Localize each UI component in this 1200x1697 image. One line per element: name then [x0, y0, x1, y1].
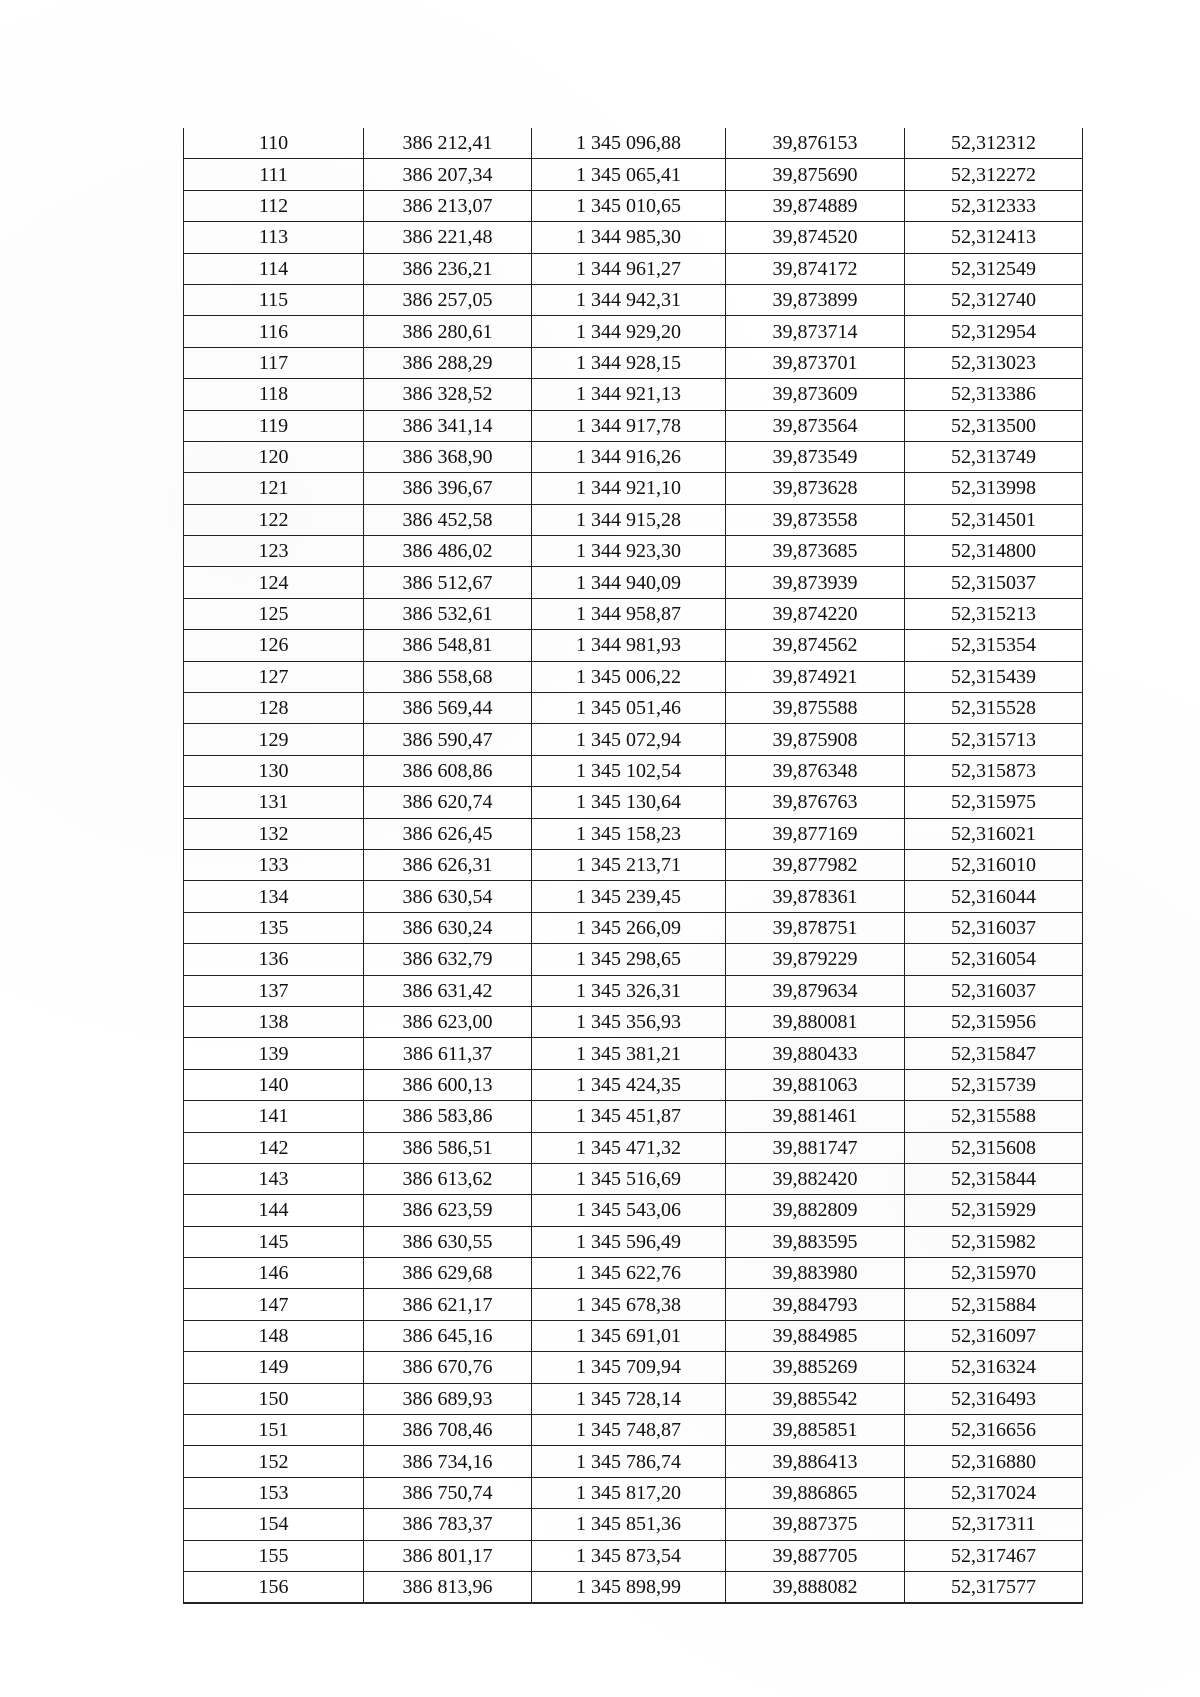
longitude-cell: 39,883980 [726, 1258, 905, 1289]
x-coordinate-cell: 386 212,41 [364, 128, 532, 159]
table-row [184, 912, 1083, 943]
x-coordinate-cell: 386 221,48 [364, 222, 532, 253]
point-number-cell: 115 [184, 284, 364, 315]
latitude-cell: 52,314800 [905, 536, 1083, 567]
y-coordinate-cell: 1 344 916,26 [532, 441, 726, 472]
point-number-cell: 125 [184, 598, 364, 629]
y-coordinate-cell: 1 345 065,41 [532, 159, 726, 190]
longitude-cell: 39,873685 [726, 536, 905, 567]
x-coordinate-cell: 386 645,16 [364, 1320, 532, 1351]
table-row [184, 128, 1083, 159]
longitude-cell: 39,875908 [726, 724, 905, 755]
longitude-cell: 39,884985 [726, 1320, 905, 1351]
point-number-cell: 124 [184, 567, 364, 598]
y-coordinate-cell: 1 345 051,46 [532, 693, 726, 724]
latitude-cell: 52,315929 [905, 1195, 1083, 1226]
x-coordinate-cell: 386 288,29 [364, 347, 532, 378]
longitude-cell: 39,883595 [726, 1226, 905, 1257]
table-row [184, 284, 1083, 315]
table-row [184, 347, 1083, 378]
point-number-cell: 142 [184, 1132, 364, 1163]
x-coordinate-cell: 386 558,68 [364, 661, 532, 692]
x-coordinate-cell: 386 630,54 [364, 881, 532, 912]
y-coordinate-cell: 1 345 873,54 [532, 1540, 726, 1571]
x-coordinate-cell: 386 626,45 [364, 818, 532, 849]
x-coordinate-cell: 386 623,59 [364, 1195, 532, 1226]
table-row [184, 1258, 1083, 1289]
x-coordinate-cell: 386 801,17 [364, 1540, 532, 1571]
y-coordinate-cell: 1 345 213,71 [532, 849, 726, 880]
x-coordinate-cell: 386 452,58 [364, 504, 532, 535]
y-coordinate-cell: 1 345 006,22 [532, 661, 726, 692]
y-coordinate-cell: 1 344 940,09 [532, 567, 726, 598]
latitude-cell: 52,315354 [905, 630, 1083, 661]
y-coordinate-cell: 1 344 915,28 [532, 504, 726, 535]
x-coordinate-cell: 386 280,61 [364, 316, 532, 347]
latitude-cell: 52,317024 [905, 1477, 1083, 1508]
table-row [184, 190, 1083, 221]
longitude-cell: 39,885542 [726, 1383, 905, 1414]
x-coordinate-cell: 386 207,34 [364, 159, 532, 190]
point-number-cell: 120 [184, 441, 364, 472]
latitude-cell: 52,313023 [905, 347, 1083, 378]
latitude-cell: 52,316097 [905, 1320, 1083, 1351]
table-row [184, 1509, 1083, 1540]
longitude-cell: 39,873564 [726, 410, 905, 441]
x-coordinate-cell: 386 670,76 [364, 1352, 532, 1383]
point-number-cell: 110 [184, 128, 364, 159]
table-row [184, 222, 1083, 253]
longitude-cell: 39,879229 [726, 944, 905, 975]
point-number-cell: 114 [184, 253, 364, 284]
y-coordinate-cell: 1 344 942,31 [532, 284, 726, 315]
point-number-cell: 118 [184, 379, 364, 410]
y-coordinate-cell: 1 345 678,38 [532, 1289, 726, 1320]
x-coordinate-cell: 386 600,13 [364, 1069, 532, 1100]
y-coordinate-cell: 1 345 298,65 [532, 944, 726, 975]
longitude-cell: 39,888082 [726, 1571, 905, 1603]
point-number-cell: 145 [184, 1226, 364, 1257]
point-number-cell: 137 [184, 975, 364, 1006]
latitude-cell: 52,316044 [905, 881, 1083, 912]
longitude-cell: 39,881747 [726, 1132, 905, 1163]
y-coordinate-cell: 1 344 929,20 [532, 316, 726, 347]
latitude-cell: 52,315884 [905, 1289, 1083, 1320]
latitude-cell: 52,317467 [905, 1540, 1083, 1571]
table-row [184, 536, 1083, 567]
point-number-cell: 153 [184, 1477, 364, 1508]
table-row [184, 1101, 1083, 1132]
longitude-cell: 39,884793 [726, 1289, 905, 1320]
x-coordinate-cell: 386 629,68 [364, 1258, 532, 1289]
point-number-cell: 146 [184, 1258, 364, 1289]
table-row [184, 1320, 1083, 1351]
latitude-cell: 52,315739 [905, 1069, 1083, 1100]
latitude-cell: 52,312413 [905, 222, 1083, 253]
latitude-cell: 52,315588 [905, 1101, 1083, 1132]
y-coordinate-cell: 1 345 516,69 [532, 1163, 726, 1194]
y-coordinate-cell: 1 344 921,10 [532, 473, 726, 504]
y-coordinate-cell: 1 345 898,99 [532, 1571, 726, 1603]
table-row [184, 253, 1083, 284]
y-coordinate-cell: 1 345 130,64 [532, 787, 726, 818]
point-number-cell: 112 [184, 190, 364, 221]
x-coordinate-cell: 386 620,74 [364, 787, 532, 818]
point-number-cell: 151 [184, 1415, 364, 1446]
y-coordinate-cell: 1 345 817,20 [532, 1477, 726, 1508]
longitude-cell: 39,878751 [726, 912, 905, 943]
table-row [184, 473, 1083, 504]
point-number-cell: 111 [184, 159, 364, 190]
point-number-cell: 140 [184, 1069, 364, 1100]
longitude-cell: 39,885851 [726, 1415, 905, 1446]
longitude-cell: 39,873549 [726, 441, 905, 472]
y-coordinate-cell: 1 345 786,74 [532, 1446, 726, 1477]
point-number-cell: 148 [184, 1320, 364, 1351]
x-coordinate-cell: 386 708,46 [364, 1415, 532, 1446]
longitude-cell: 39,875588 [726, 693, 905, 724]
y-coordinate-cell: 1 344 921,13 [532, 379, 726, 410]
y-coordinate-cell: 1 345 543,06 [532, 1195, 726, 1226]
x-coordinate-cell: 386 613,62 [364, 1163, 532, 1194]
x-coordinate-cell: 386 328,52 [364, 379, 532, 410]
x-coordinate-cell: 386 630,24 [364, 912, 532, 943]
latitude-cell: 52,313749 [905, 441, 1083, 472]
x-coordinate-cell: 386 368,90 [364, 441, 532, 472]
longitude-cell: 39,875690 [726, 159, 905, 190]
longitude-cell: 39,877982 [726, 849, 905, 880]
latitude-cell: 52,316021 [905, 818, 1083, 849]
longitude-cell: 39,873701 [726, 347, 905, 378]
y-coordinate-cell: 1 344 928,15 [532, 347, 726, 378]
y-coordinate-cell: 1 345 709,94 [532, 1352, 726, 1383]
latitude-cell: 52,312954 [905, 316, 1083, 347]
y-coordinate-cell: 1 345 102,54 [532, 755, 726, 786]
longitude-cell: 39,874220 [726, 598, 905, 629]
longitude-cell: 39,881063 [726, 1069, 905, 1100]
y-coordinate-cell: 1 344 961,27 [532, 253, 726, 284]
x-coordinate-cell: 386 813,96 [364, 1571, 532, 1603]
longitude-cell: 39,882809 [726, 1195, 905, 1226]
y-coordinate-cell: 1 345 010,65 [532, 190, 726, 221]
x-coordinate-cell: 386 611,37 [364, 1038, 532, 1069]
latitude-cell: 52,313500 [905, 410, 1083, 441]
latitude-cell: 52,313386 [905, 379, 1083, 410]
x-coordinate-cell: 386 623,00 [364, 1006, 532, 1037]
x-coordinate-cell: 386 257,05 [364, 284, 532, 315]
latitude-cell: 52,316493 [905, 1383, 1083, 1414]
x-coordinate-cell: 386 630,55 [364, 1226, 532, 1257]
x-coordinate-cell: 386 783,37 [364, 1509, 532, 1540]
point-number-cell: 136 [184, 944, 364, 975]
point-number-cell: 133 [184, 849, 364, 880]
table-row [184, 1195, 1083, 1226]
y-coordinate-cell: 1 344 985,30 [532, 222, 726, 253]
table-row [184, 1383, 1083, 1414]
coordinates-table-body [184, 128, 1083, 1603]
point-number-cell: 154 [184, 1509, 364, 1540]
latitude-cell: 52,316656 [905, 1415, 1083, 1446]
table-row [184, 1289, 1083, 1320]
y-coordinate-cell: 1 345 691,01 [532, 1320, 726, 1351]
latitude-cell: 52,315982 [905, 1226, 1083, 1257]
latitude-cell: 52,312549 [905, 253, 1083, 284]
longitude-cell: 39,873714 [726, 316, 905, 347]
latitude-cell: 52,315956 [905, 1006, 1083, 1037]
point-number-cell: 141 [184, 1101, 364, 1132]
x-coordinate-cell: 386 569,44 [364, 693, 532, 724]
latitude-cell: 52,316054 [905, 944, 1083, 975]
point-number-cell: 156 [184, 1571, 364, 1603]
point-number-cell: 132 [184, 818, 364, 849]
point-number-cell: 122 [184, 504, 364, 535]
y-coordinate-cell: 1 345 471,32 [532, 1132, 726, 1163]
longitude-cell: 39,882420 [726, 1163, 905, 1194]
latitude-cell: 52,312740 [905, 284, 1083, 315]
table-row [184, 1226, 1083, 1257]
latitude-cell: 52,315439 [905, 661, 1083, 692]
point-number-cell: 134 [184, 881, 364, 912]
longitude-cell: 39,886865 [726, 1477, 905, 1508]
point-number-cell: 123 [184, 536, 364, 567]
point-number-cell: 131 [184, 787, 364, 818]
table-row [184, 975, 1083, 1006]
x-coordinate-cell: 386 236,21 [364, 253, 532, 284]
x-coordinate-cell: 386 512,67 [364, 567, 532, 598]
x-coordinate-cell: 386 486,02 [364, 536, 532, 567]
y-coordinate-cell: 1 345 424,35 [532, 1069, 726, 1100]
point-number-cell: 155 [184, 1540, 364, 1571]
x-coordinate-cell: 386 583,86 [364, 1101, 532, 1132]
point-number-cell: 129 [184, 724, 364, 755]
longitude-cell: 39,877169 [726, 818, 905, 849]
x-coordinate-cell: 386 590,47 [364, 724, 532, 755]
latitude-cell: 52,315975 [905, 787, 1083, 818]
latitude-cell: 52,315847 [905, 1038, 1083, 1069]
table-row [184, 159, 1083, 190]
point-number-cell: 130 [184, 755, 364, 786]
point-number-cell: 113 [184, 222, 364, 253]
table-row [184, 881, 1083, 912]
table-row [184, 630, 1083, 661]
point-number-cell: 149 [184, 1352, 364, 1383]
y-coordinate-cell: 1 345 158,23 [532, 818, 726, 849]
point-number-cell: 147 [184, 1289, 364, 1320]
point-number-cell: 139 [184, 1038, 364, 1069]
longitude-cell: 39,880081 [726, 1006, 905, 1037]
table-row [184, 787, 1083, 818]
longitude-cell: 39,874172 [726, 253, 905, 284]
table-row [184, 410, 1083, 441]
point-number-cell: 128 [184, 693, 364, 724]
table-row [184, 693, 1083, 724]
longitude-cell: 39,878361 [726, 881, 905, 912]
table-row [184, 944, 1083, 975]
y-coordinate-cell: 1 344 958,87 [532, 598, 726, 629]
x-coordinate-cell: 386 632,79 [364, 944, 532, 975]
y-coordinate-cell: 1 345 451,87 [532, 1101, 726, 1132]
y-coordinate-cell: 1 345 622,76 [532, 1258, 726, 1289]
x-coordinate-cell: 386 608,86 [364, 755, 532, 786]
table-row [184, 1352, 1083, 1383]
y-coordinate-cell: 1 345 096,88 [532, 128, 726, 159]
table-row [184, 1069, 1083, 1100]
latitude-cell: 52,313998 [905, 473, 1083, 504]
table-row [184, 1163, 1083, 1194]
latitude-cell: 52,314501 [905, 504, 1083, 535]
longitude-cell: 39,880433 [726, 1038, 905, 1069]
point-number-cell: 144 [184, 1195, 364, 1226]
table-row [184, 1477, 1083, 1508]
y-coordinate-cell: 1 345 356,93 [532, 1006, 726, 1037]
longitude-cell: 39,873609 [726, 379, 905, 410]
table-row [184, 755, 1083, 786]
longitude-cell: 39,887705 [726, 1540, 905, 1571]
table-row [184, 1571, 1083, 1603]
longitude-cell: 39,874562 [726, 630, 905, 661]
y-coordinate-cell: 1 345 851,36 [532, 1509, 726, 1540]
longitude-cell: 39,873939 [726, 567, 905, 598]
y-coordinate-cell: 1 344 917,78 [532, 410, 726, 441]
y-coordinate-cell: 1 344 981,93 [532, 630, 726, 661]
longitude-cell: 39,885269 [726, 1352, 905, 1383]
y-coordinate-cell: 1 345 748,87 [532, 1415, 726, 1446]
table-row [184, 1446, 1083, 1477]
longitude-cell: 39,874921 [726, 661, 905, 692]
longitude-cell: 39,886413 [726, 1446, 905, 1477]
table-row [184, 818, 1083, 849]
latitude-cell: 52,316880 [905, 1446, 1083, 1477]
table-row [184, 598, 1083, 629]
latitude-cell: 52,315713 [905, 724, 1083, 755]
latitude-cell: 52,312333 [905, 190, 1083, 221]
latitude-cell: 52,315528 [905, 693, 1083, 724]
latitude-cell: 52,316010 [905, 849, 1083, 880]
y-coordinate-cell: 1 345 381,21 [532, 1038, 726, 1069]
table-row [184, 1415, 1083, 1446]
latitude-cell: 52,316037 [905, 912, 1083, 943]
y-coordinate-cell: 1 345 072,94 [532, 724, 726, 755]
table-row [184, 379, 1083, 410]
longitude-cell: 39,887375 [726, 1509, 905, 1540]
point-number-cell: 116 [184, 316, 364, 347]
table-row [184, 724, 1083, 755]
latitude-cell: 52,316037 [905, 975, 1083, 1006]
table-row [184, 1540, 1083, 1571]
latitude-cell: 52,315970 [905, 1258, 1083, 1289]
longitude-cell: 39,874889 [726, 190, 905, 221]
latitude-cell: 52,312312 [905, 128, 1083, 159]
latitude-cell: 52,317311 [905, 1509, 1083, 1540]
point-number-cell: 119 [184, 410, 364, 441]
latitude-cell: 52,316324 [905, 1352, 1083, 1383]
x-coordinate-cell: 386 341,14 [364, 410, 532, 441]
x-coordinate-cell: 386 626,31 [364, 849, 532, 880]
latitude-cell: 52,315844 [905, 1163, 1083, 1194]
latitude-cell: 52,315037 [905, 567, 1083, 598]
table-row [184, 504, 1083, 535]
x-coordinate-cell: 386 396,67 [364, 473, 532, 504]
y-coordinate-cell: 1 344 923,30 [532, 536, 726, 567]
y-coordinate-cell: 1 345 728,14 [532, 1383, 726, 1414]
x-coordinate-cell: 386 734,16 [364, 1446, 532, 1477]
coordinates-table [183, 128, 1083, 1604]
table-row [184, 1006, 1083, 1037]
point-number-cell: 135 [184, 912, 364, 943]
point-number-cell: 150 [184, 1383, 364, 1414]
x-coordinate-cell: 386 631,42 [364, 975, 532, 1006]
table-row [184, 849, 1083, 880]
latitude-cell: 52,312272 [905, 159, 1083, 190]
latitude-cell: 52,315608 [905, 1132, 1083, 1163]
latitude-cell: 52,315873 [905, 755, 1083, 786]
x-coordinate-cell: 386 750,74 [364, 1477, 532, 1508]
longitude-cell: 39,873628 [726, 473, 905, 504]
table-row [184, 1132, 1083, 1163]
table-row [184, 441, 1083, 472]
point-number-cell: 121 [184, 473, 364, 504]
table-row [184, 1038, 1083, 1069]
x-coordinate-cell: 386 689,93 [364, 1383, 532, 1414]
longitude-cell: 39,876763 [726, 787, 905, 818]
longitude-cell: 39,876348 [726, 755, 905, 786]
longitude-cell: 39,881461 [726, 1101, 905, 1132]
point-number-cell: 143 [184, 1163, 364, 1194]
table-row [184, 316, 1083, 347]
y-coordinate-cell: 1 345 239,45 [532, 881, 726, 912]
x-coordinate-cell: 386 621,17 [364, 1289, 532, 1320]
longitude-cell: 39,879634 [726, 975, 905, 1006]
x-coordinate-cell: 386 532,61 [364, 598, 532, 629]
point-number-cell: 152 [184, 1446, 364, 1477]
latitude-cell: 52,315213 [905, 598, 1083, 629]
y-coordinate-cell: 1 345 596,49 [532, 1226, 726, 1257]
y-coordinate-cell: 1 345 266,09 [532, 912, 726, 943]
longitude-cell: 39,873899 [726, 284, 905, 315]
latitude-cell: 52,317577 [905, 1571, 1083, 1603]
table-row [184, 567, 1083, 598]
y-coordinate-cell: 1 345 326,31 [532, 975, 726, 1006]
x-coordinate-cell: 386 213,07 [364, 190, 532, 221]
longitude-cell: 39,874520 [726, 222, 905, 253]
point-number-cell: 117 [184, 347, 364, 378]
longitude-cell: 39,873558 [726, 504, 905, 535]
point-number-cell: 126 [184, 630, 364, 661]
table-row [184, 661, 1083, 692]
x-coordinate-cell: 386 548,81 [364, 630, 532, 661]
longitude-cell: 39,876153 [726, 128, 905, 159]
point-number-cell: 138 [184, 1006, 364, 1037]
point-number-cell: 127 [184, 661, 364, 692]
x-coordinate-cell: 386 586,51 [364, 1132, 532, 1163]
